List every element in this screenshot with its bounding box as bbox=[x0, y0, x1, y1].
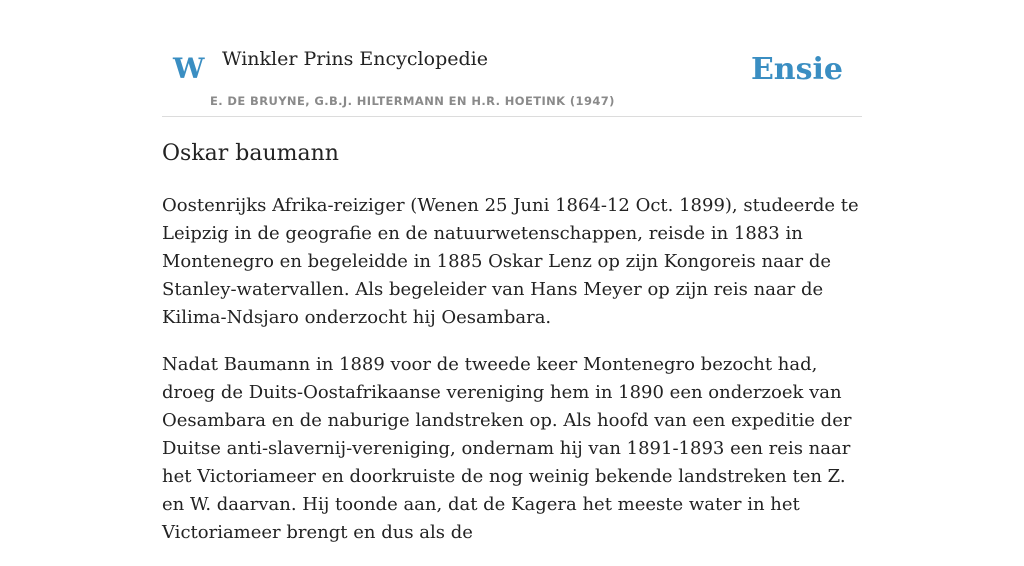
publication-logo[interactable]: W bbox=[173, 52, 205, 85]
article-paragraph: Oostenrijks Afrika-reiziger (Wenen 25 Juni 1864-12 Oct. 1899), studeerde te Leipzig in de geografie en de natuurwetenschappen, reisde in 1883 in Montenegro en begeleidde in 1885 Oskar Lenz op zijn Kongoreis naar de Stanley-watervallen. Als begeleider van Hans Meyer op zijn reis naar de Kilima-Ndsjaro onderzocht hij Oesambara. bbox=[162, 195, 859, 328]
publication-title[interactable]: Winkler Prins Encyclopedie bbox=[222, 48, 488, 70]
publication-header bbox=[162, 40, 862, 117]
article-paragraph: Nadat Baumann in 1889 voor de tweede keer Montenegro bezocht had, droeg de Duits-Oostafrikaanse vereniging hem in 1890 een onderzoek van Oesambara en de naburige landstreken op. Als hoofd van een expeditie der Duitse anti-slavernij-vereniging, ondernam hij van 1891-1893 een reis naar het Victoriameer en doorkruiste de nog weinig bekende landstreken ten Z. en W. daarvan. Hij toonde aan, dat de Kagera het meeste water in het Victoriameer brengt en dus als de bbox=[162, 354, 852, 543]
article-title: Oskar baumann bbox=[162, 141, 339, 166]
ensie-logo-link[interactable]: Ensie bbox=[750, 52, 843, 87]
article-body bbox=[162, 192, 864, 566]
publication-authors: E. DE BRUYNE, G.B.J. HILTERMANN EN H.R. HOETINK (1947) bbox=[210, 94, 615, 108]
